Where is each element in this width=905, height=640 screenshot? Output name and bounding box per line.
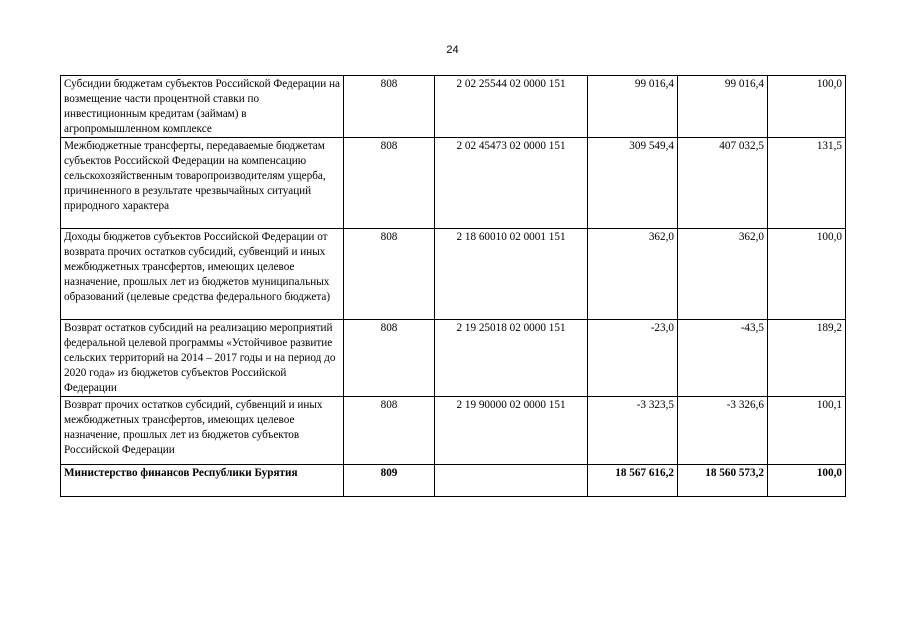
row-planned: 309 549,4 xyxy=(588,138,678,229)
row-budget-code: 2 02 45473 02 0000 151 xyxy=(435,138,588,229)
row-budget-code xyxy=(435,465,588,497)
row-name: Субсидии бюджетам субъектов Российской Федерации на возмещение части процентной ставки по инвестиционным кредитам (займам) в агропромышленном комплексе xyxy=(61,76,344,138)
row-name: Возврат прочих остатков субсидий, субвенций и иных межбюджетных трансфертов, имеющих целевое назначение, прошлых лет из бюджетов субъектов Российской Федерации xyxy=(61,397,344,465)
row-planned: -23,0 xyxy=(588,320,678,397)
row-admin-code: 808 xyxy=(344,138,435,229)
row-percent: 100,1 xyxy=(768,397,846,465)
row-actual: 18 560 573,2 xyxy=(678,465,768,497)
table-row xyxy=(61,138,846,229)
row-percent: 189,2 xyxy=(768,320,846,397)
row-admin-code: 808 xyxy=(344,397,435,465)
row-name: Доходы бюджетов субъектов Российской Федерации от возврата прочих остатков субсидий, субвенций и иных межбюджетных трансфертов, имеющих целевое назначение, прошлых лет из бюджетов муниципальных образований (целевые средства федерального бюджета) xyxy=(61,229,344,320)
row-budget-code: 2 19 25018 02 0000 151 xyxy=(435,320,588,397)
row-actual: 99 016,4 xyxy=(678,76,768,138)
budget-table xyxy=(60,75,846,497)
row-planned: 362,0 xyxy=(588,229,678,320)
row-percent: 100,0 xyxy=(768,76,846,138)
row-planned: 99 016,4 xyxy=(588,76,678,138)
row-name: Межбюджетные трансферты, передаваемые бюджетам субъектов Российской Федерации на компенсацию сельскохозяйственным товаропроизводителям ущерба, причиненного в результате чрезвычайных ситуаций природного характера xyxy=(61,138,344,229)
table-row xyxy=(61,229,846,320)
row-actual: 362,0 xyxy=(678,229,768,320)
row-percent: 100,0 xyxy=(768,229,846,320)
row-actual: -43,5 xyxy=(678,320,768,397)
row-actual: -3 326,6 xyxy=(678,397,768,465)
row-planned: 18 567 616,2 xyxy=(588,465,678,497)
row-percent: 100,0 xyxy=(768,465,846,497)
row-budget-code: 2 19 90000 02 0000 151 xyxy=(435,397,588,465)
table-row xyxy=(61,397,846,465)
table-row-total xyxy=(61,465,846,497)
table-row xyxy=(61,76,846,138)
row-actual: 407 032,5 xyxy=(678,138,768,229)
row-admin-code: 809 xyxy=(344,465,435,497)
row-budget-code: 2 02 25544 02 0000 151 xyxy=(435,76,588,138)
row-planned: -3 323,5 xyxy=(588,397,678,465)
row-admin-code: 808 xyxy=(344,76,435,138)
table-row xyxy=(61,320,846,397)
row-budget-code: 2 18 60010 02 0001 151 xyxy=(435,229,588,320)
row-name: Возврат остатков субсидий на реализацию мероприятий федеральной целевой программы «Устойчивое развитие сельских территорий на 2014 – 2017 годы и на период до 2020 года» из бюджетов субъектов Российской Федерации xyxy=(61,320,344,397)
page-number: 24 xyxy=(446,44,459,56)
row-percent: 131,5 xyxy=(768,138,846,229)
row-admin-code: 808 xyxy=(344,320,435,397)
row-admin-code: 808 xyxy=(344,229,435,320)
row-name: Министерство финансов Республики Бурятия xyxy=(61,465,344,497)
